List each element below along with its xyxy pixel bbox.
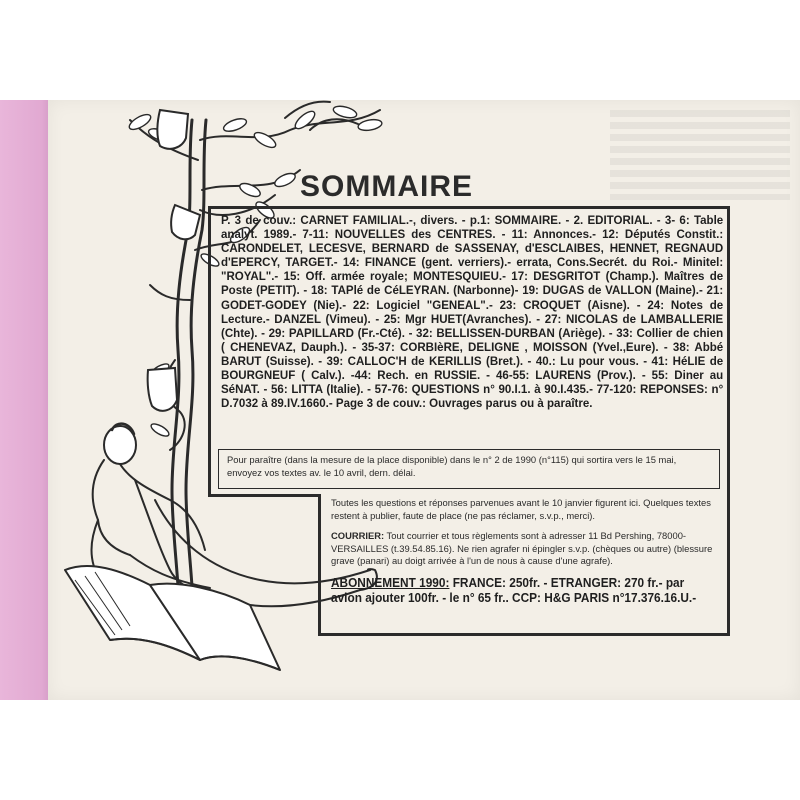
page-title: SOMMAIRE bbox=[300, 170, 473, 203]
info-box bbox=[318, 494, 730, 636]
pink-cover-edge bbox=[0, 100, 52, 800]
abonnement-label: ABONNEMENT 1990: bbox=[331, 575, 450, 590]
box-border-step bbox=[208, 494, 321, 497]
box-border-left bbox=[208, 442, 211, 497]
questions-notice-text: Toutes les questions et réponses parvenues avant le 10 janvier figurent ici. Quelques textes restent à publier, faute de place (ne pas réclamer, s.v.p., merci). bbox=[331, 497, 711, 521]
deadline-notice-box bbox=[218, 449, 720, 489]
show-through-print bbox=[610, 110, 790, 200]
box-border-right bbox=[727, 442, 730, 497]
abonnement-paragraph bbox=[331, 576, 716, 607]
photo-background-top bbox=[0, 0, 800, 100]
courrier-label: COURRIER: bbox=[331, 530, 385, 541]
courrier-paragraph bbox=[331, 530, 719, 568]
courrier-text: Tout courrier et tous règlements sont à adresser 11 Bd Pershing, 78000-VERSAILLES (t.39.54.85.16). Ne rien agrafer ni épingler s.v.p. (chèques ou autre) (blessure grave (panari) au doigt arrivée à l'un de nous à cause d'une agrafe). bbox=[331, 530, 713, 566]
summary-box bbox=[208, 206, 730, 442]
summary-text: P. 3 de couv.: CARNET FAMILIAL.-, divers. - p.1: SOMMAIRE. - 2. EDITORIAL. - 3- 6: Table analyt. 1989.- 7-11: NOUVELLES des CENTRES. - 11: Annonces.- 12: Députés Constit.: CARONDELET, LECESVE, BERNARD de SASSENAY, d'ESCLAIBES, HENNET, REGNAUD d'EPERCY, TARGET.- 14: FINANCE (gent. verriers).- errata, Cons.Secrét. du Roi.- Minitel: "ROYAL".- 15: Off. armée royale; MONTESQUIEU.- 17: DESGRITOT (Champ.). Maîtres de Poste (PETIT). - 18: TAPlé de CéLEYRAN. (Narbonne)- 19: DUGAS de VALLON (Maine).- 21: GODET-GODEY (Nie).- 22: Logiciel "GENEAL".- 23: CROQUET (Aisne). - 24: Notes de Lecture.- DANZEL (Vimeu). - 25: Mgr HUET(Avranches). - 27: NICOLAS de LAMBALLERIE (Chte). - 29: PAPILLARD (Fr.-Cté). - 32: BELLISSEN-DURBAN (Ariège). - 33: Collier de chien ( CHENEVAZ, Dauph.). - 35-37: CORBIèRE, DELIGNE , MOISSON (Yvel.,Eure). - 38: Abbé BARUT (Suisse). - 39: CALLOC'H de KERILLIS (Bret.). - 40.: Lu pour vous. - 41: HéLIE de BOURGNEUF ( Calv.). -44: Rech. en RUSSIE. - 46-55: LAURENS (Prov.). - 55: Diner au SéNAT. - 56: LITTA (Italie). - 57-76: QUESTIONS n° 90.I.1. à 90.I.435.- 77-120: REPONSES: n° D.7032 à 89.IV.1660.- Page 3 de couv.: Ouvrages parus ou à paraître. bbox=[221, 213, 724, 411]
abonnement-text: FRANCE: 250fr. - ETRANGER: 270 fr.- par avion ajouter 100fr. - le n° 65 fr.. CCP: H&G PARIS n°17.376.16.U.- bbox=[331, 575, 697, 605]
photo-background-bottom bbox=[0, 700, 800, 800]
deadline-notice-text: Pour paraître (dans la mesure de la place disponible) dans le n° 2 de 1990 (n°115) qui sortira vers le 15 mai, envoyez vos textes av. le 10 avril, dern. délai. bbox=[227, 454, 677, 478]
